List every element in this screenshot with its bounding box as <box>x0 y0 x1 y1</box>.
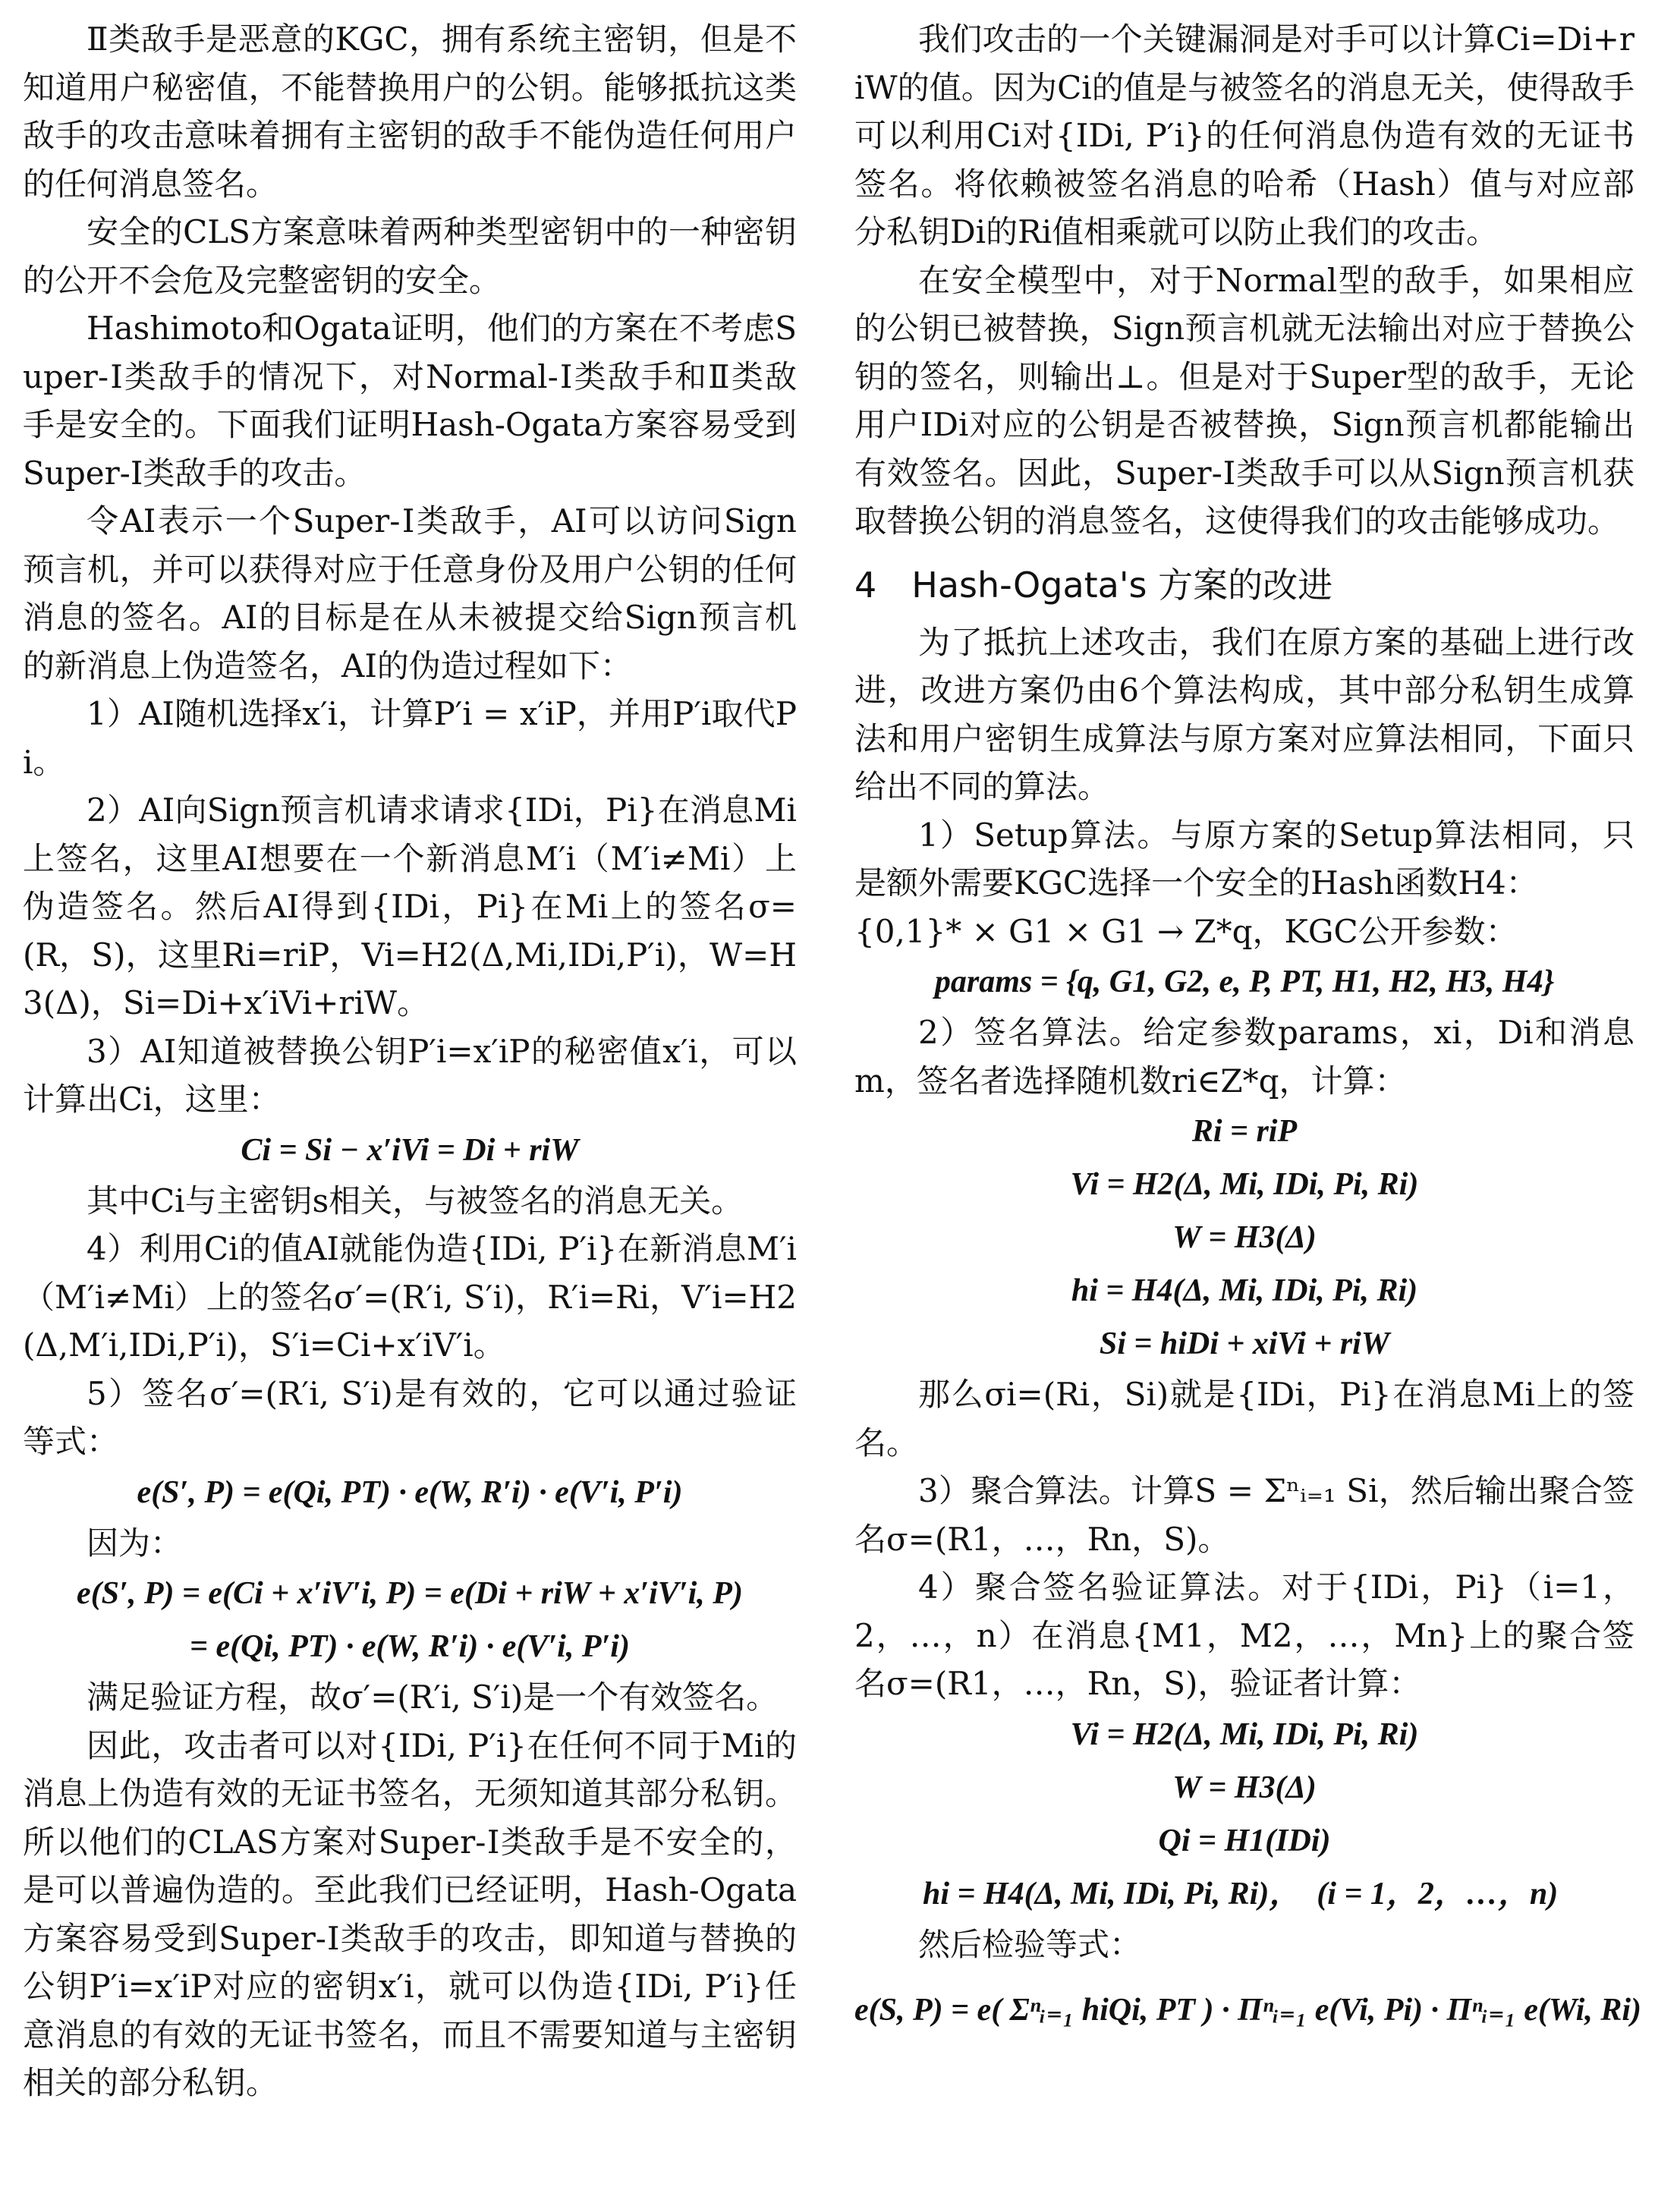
left-column <box>23 15 797 2107</box>
equation: params = {q, G1, G2, e, P, PT, H1, H2, H3, H4} <box>934 964 1555 999</box>
paragraph: 3）AI知道被替换公钥P′i=x′iP的秘密值x′i，可以计算出Ci，这里： <box>23 1032 797 1118</box>
equation: e(S, P) = e( Σⁿᵢ₌₁ hiQi, PT ) · Πⁿᵢ₌₁ e(Vi, Pi) · Πⁿᵢ₌₁ e(Wi, Ri) <box>854 1993 1641 2028</box>
paragraph: 那么σi=(Ri，Si)就是{IDi，Pi}在消息Mi上的签名。 <box>854 1376 1635 1462</box>
paragraph: Ⅱ类敌手是恶意的KGC，拥有系统主密钥，但是不知道用户秘密值，不能替换用户的公钥。能够抵抗这类敌手的攻击意味着拥有主密钥的敌手不能伪造任何用户的任何消息签名。 <box>23 20 797 203</box>
equation: hi = H4(Δ, Mi, IDi, Pi, Ri) <box>1071 1273 1418 1308</box>
right-column <box>854 15 1641 2052</box>
paragraph: 3）聚合算法。计算S = Σⁿᵢ₌₁ Si，然后输出聚合签名σ=(R1，…，Rn，S)。 <box>854 1472 1635 1558</box>
paragraph: 4）聚合签名验证算法。对于{IDi，Pi}（i=1，2，…，n）在消息{M1，M2，…，Mn}上的聚合签名σ=(R1，…，Rn，S)，验证者计算： <box>854 1569 1635 1702</box>
paragraph: 令AI表示一个Super-Ⅰ类敌手，AI可以访问Sign预言机，并可以获得对应于任意身份及用户公钥的任何消息的签名。AI的目标是在从未被提交给Sign预言机的新消息上伪造签名，AI的伪造过程如下： <box>23 502 797 684</box>
equation: e(S′, P) = e(Qi, PT) · e(W, R′i) · e(V′i, P′i) <box>137 1474 683 1510</box>
paragraph: 因为： <box>87 1524 183 1562</box>
equation: Ci = Si − x′iVi = Di + riW <box>241 1132 579 1168</box>
paragraph: 其中Ci与主密钥s相关，与被签名的消息无关。 <box>87 1182 744 1219</box>
paragraph: Hashimoto和Ogata证明，他们的方案在不考虑Super-Ⅰ类敌手的情况下，对Normal-Ⅰ类敌手和Ⅱ类敌手是安全的。下面我们证明Hash-Ogata方案容易受到Super-Ⅰ类敌手的攻击。 <box>23 310 797 492</box>
paragraph: {0,1}* × G1 × G1 → Z*q，KGC公开参数： <box>854 912 1518 950</box>
equation: Si = hiDi + xiVi + riW <box>1099 1326 1390 1361</box>
paragraph: 满足验证方程，故σ′=(R′i, S′i)是一个有效签名。 <box>87 1679 779 1716</box>
equation: W = H3(Δ) <box>1172 1220 1317 1255</box>
equation: hi = H4(Δ, Mi, IDi, Pi, Ri)， (i = 1，2，…，n) <box>923 1876 1559 1912</box>
paragraph: 1）AI随机选择x′i，计算P′i = x′iP，并用P′i取代Pi。 <box>23 695 797 781</box>
paragraph: 我们攻击的一个关键漏洞是对手可以计算Ci=Di+riW的值。因为Ci的值是与被签名的消息无关，使得敌手可以利用Ci对{IDi, P′i}的任何消息伪造有效的无证书签名。将依赖被签名消息的哈希（Hash）值与对应部分私钥Di的Ri值相乘就可以防止我们的攻击。 <box>854 20 1635 250</box>
paragraph: 因此，攻击者可以对{IDi, P′i}在任何不同于Mi的消息上伪造有效的无证书签名，无须知道其部分私钥。所以他们的CLAS方案对Super-Ⅰ类敌手是不安全的，是可以普遍伪造的。至此我们已经证明，Hash-Ogata方案容易受到Super-Ⅰ类敌手的攻击，即知道与替换的公钥P′i=x′iP对应的密钥x′i，就可以伪造{IDi, P′i}任意消息的有效的无证书签名，而且不需要知道与主密钥相关的部分私钥。 <box>23 1726 797 2101</box>
equation: = e(Qi, PT) · e(W, R′i) · e(V′i, P′i) <box>190 1629 630 1664</box>
equation: W = H3(Δ) <box>1172 1770 1317 1805</box>
paragraph: 安全的CLS方案意味着两种类型密钥中的一种密钥的公开不会危及完整密钥的安全。 <box>23 213 797 299</box>
paragraph: 5）签名σ′=(R′i, S′i)是有效的，它可以通过验证等式： <box>23 1374 797 1460</box>
equation: e(S′, P) = e(Ci + x′iV′i, P) = e(Di + riW + x′iV′i, P) <box>77 1576 743 1611</box>
equation: Qi = H1(IDi) <box>1158 1823 1331 1858</box>
paragraph: 2）签名算法。给定参数params，xi，Di和消息m，签名者选择随机数ri∈Z*q，计算： <box>854 1014 1635 1100</box>
equation: Vi = H2(Δ, Mi, IDi, Pi, Ri) <box>1070 1716 1419 1752</box>
paragraph: 在安全模型中，对于Normal型的敌手，如果相应的公钥已被替换，Sign预言机就无法输出对应于替换公钥的签名，则输出⊥。但是对于Super型的敌手，无论用户IDi对应的公钥是否被替换，Sign预言机都能输出有效签名。因此，Super-Ⅰ类敌手可以从Sign预言机获取替换公钥的消息签名，这使得我们的攻击能够成功。 <box>854 261 1635 540</box>
paragraph: 然后检验等式： <box>918 1925 1142 1963</box>
paragraph: 2）AI向Sign预言机请求请求{IDi，Pi}在消息Mi上签名，这里AI想要在一个新消息M′i（M′i≠Mi）上伪造签名。然后AI得到{IDi，Pi}在Mi上的签名σ=(R，S)，这里Ri=riP，Vi=H2(Δ,Mi,IDi,P′i)，W=H3(Δ)，Si=Di+x′iVi+riW。 <box>23 791 797 1021</box>
equation: Vi = H2(Δ, Mi, IDi, Pi, Ri) <box>1070 1167 1419 1202</box>
paragraph: 4）利用Ci的值AI就能伪造{IDi, P′i}在新消息M′i（M′i≠Mi）上的签名σ′=(R′i, S′i)，R′i=Ri，V′i=H2(Δ,M′i,IDi,P′i)，S′i=Ci+x′iV′i。 <box>23 1230 797 1364</box>
section-heading: 4 Hash-Ogata's 方案的改进 <box>854 564 1333 606</box>
equation: Ri = riP <box>1191 1114 1298 1149</box>
paragraph: 1）Setup算法。与原方案的Setup算法相同，只是额外需要KGC选择一个安全的Hash函数H4： <box>854 816 1635 901</box>
paragraph: 为了抵抗上述攻击，我们在原方案的基础上进行改进，改进方案仍由6个算法构成，其中部分私钥生成算法和用户密钥生成算法与原方案对应算法相同，下面只给出不同的算法。 <box>854 623 1635 805</box>
